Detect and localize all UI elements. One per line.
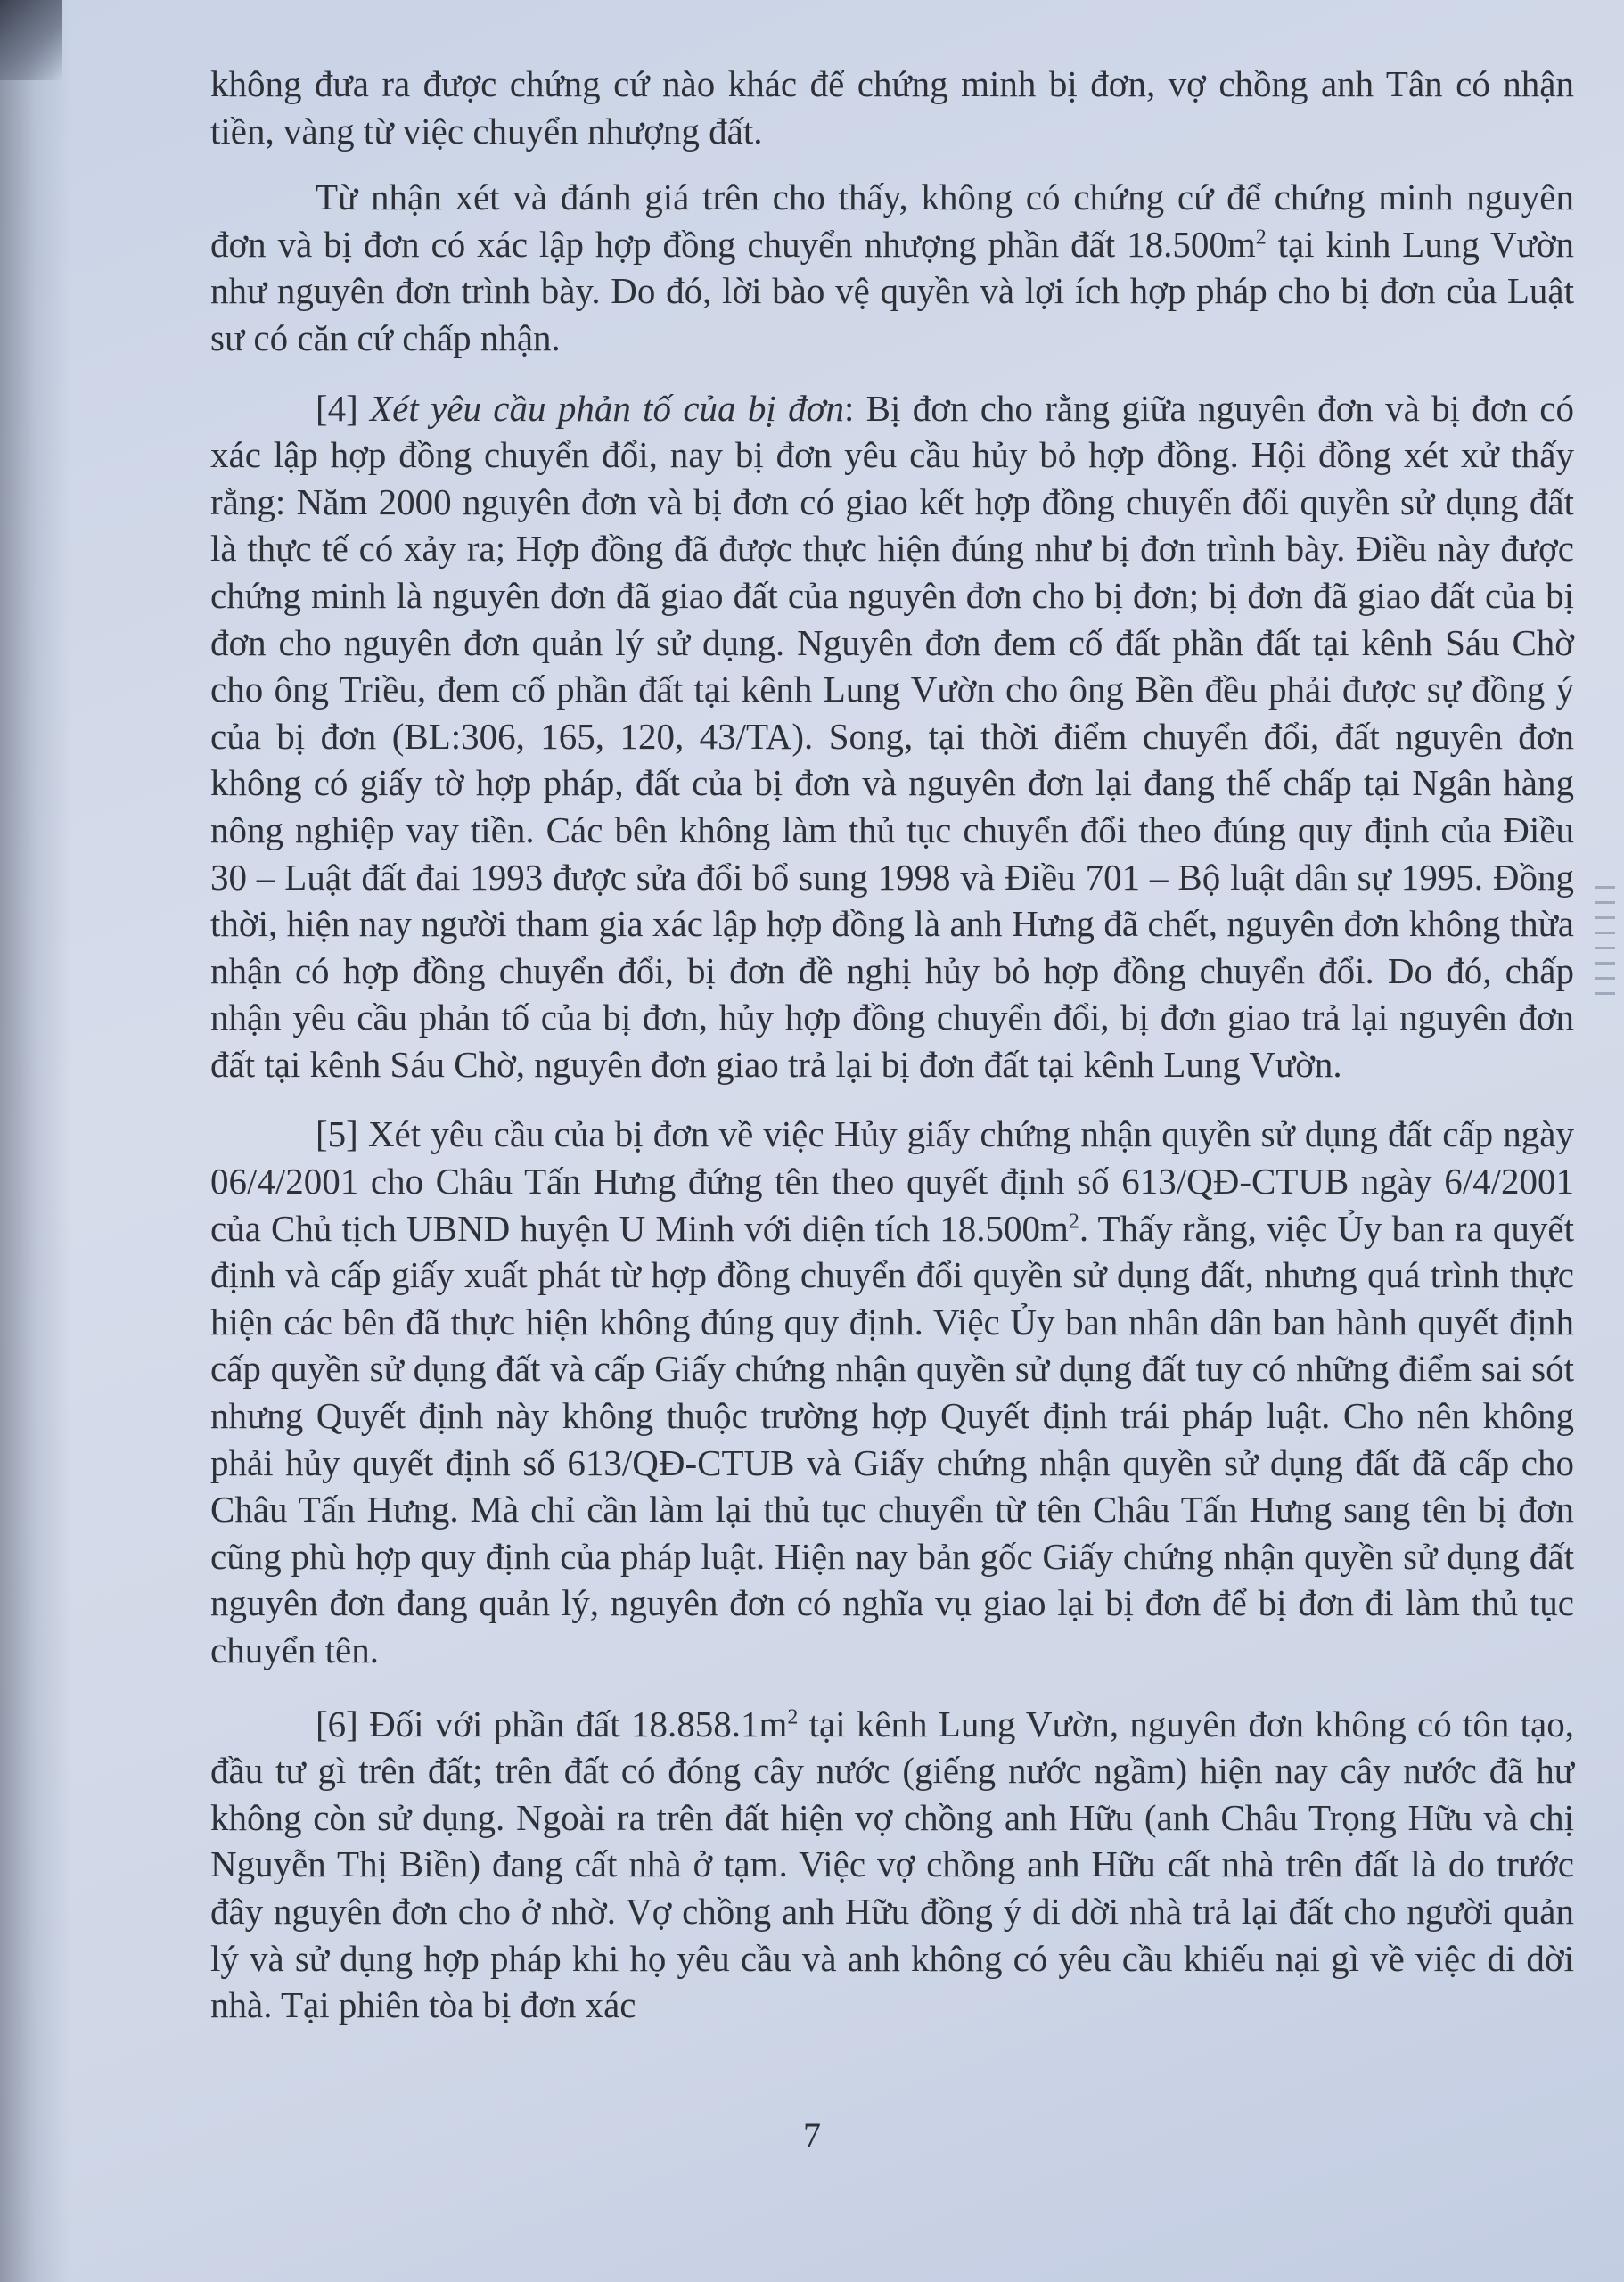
superscript: 2 <box>787 1704 799 1728</box>
margin-marks <box>1595 874 1622 1177</box>
text-segment: không đưa ra được chứng cứ nào khác để chứng minh bị đơn, vợ chồng anh Tân có nhận tiền, vàng từ việc chuyển nhượng đất. <box>210 63 1574 152</box>
text-segment: tại kênh Lung Vườn, nguyên đơn không có tôn tạo, đầu tư gì trên đất; trên đất có đóng cây nước (giếng nước ngầm) hiện nay cây nước đã hư không còn sử dụng. Ngoài ra trên đất hiện vợ chồng anh Hữu (anh Châu Trọng Hữu và chị Nguyễn Thị Biền) đang cất nhà ở tạm. Việc vợ chồng anh Hữu cất nhà trên đất là do trước đây nguyên đơn cho ở nhờ. Vợ chồng anh Hữu đồng ý di dời nhà trả lại đất cho người quản lý và sử dụng hợp pháp khi họ yêu cầu và anh không có yêu cầu khiếu nại gì về việc di dời nhà. Tại phiên tòa bị đơn xác <box>210 1703 1574 2026</box>
text-segment: : Bị đơn cho rằng giữa nguyên đơn và bị đơn có xác lập hợp đồng chuyển đổi, nay bị đơn yêu cầu hủy bỏ hợp đồng. Hội đồng xét xử thấy rằng: Năm 2000 nguyên đơn và bị đơn có giao kết hợp đồng chuyển đổi quyền sử dụng đất là thực tế có xảy ra; Hợp đồng đã được thực hiện đúng như bị đơn trình bày. Điều này được chứng minh là nguyên đơn đã giao đất của nguyên đơn cho bị đơn; bị đơn đã giao đất của bị đơn cho nguyên đơn quản lý sử dụng. Nguyên đơn đem cố đất phần đất tại kênh Sáu Chờ cho ông Triều, đem cố phần đất tại kênh Lung Vườn cho ông Bền đều phải được sự đồng ý của bị đơn (BL:306, 165, 120, 43/TA). Song, tại thời điểm chuyển đổi, đất nguyên đơn không có giấy tờ hợp pháp, đất của bị đơn và nguyên đơn lại đang thế chấp tại Ngân hàng nông nghiệp vay tiền. Các bên không làm thủ tục chuyển đổi theo đúng quy định của Điều 30 – Luật đất đai 1993 được sửa đổi bổ sung 1998 và Điều 701 – Bộ luật dân sự 1995. Đồng thời, hiện nay người tham gia xác lập hợp đồng là anh Hưng đã chết, nguyên đơn không thừa nhận có hợp đồng chuyển đổi, bị đơn đề nghị hủy bỏ hợp đồng chuyển đổi. Do đó, chấp nhận yêu cầu phản tố của bị đơn, hủy hợp đồng chuyển đổi, bị đơn giao trả lại nguyên đơn đất tại kênh Sáu Chờ, nguyên đơn giao trả lại bị đơn đất tại kênh Lung Vườn. <box>210 387 1574 1085</box>
text-segment: tại kinh Lung Vườn như nguyên đơn trình bày. Do đó, lời bào vệ quyền và lợi ích hợp pháp cho bị đơn của Luật sư có căn cứ chấp nhận. <box>210 223 1574 358</box>
page-fold-shadow <box>0 0 71 2282</box>
page-number: 7 <box>803 2115 821 2155</box>
text-segment: [4] <box>316 387 371 429</box>
paragraph-5 <box>210 1701 1574 2029</box>
paragraph-1 <box>210 61 1574 154</box>
text-segment: [6] Đối với phần đất 18.858.1m <box>316 1703 788 1744</box>
text-segment: [5] Xét yêu cầu của bị đơn về việc Hủy giấy chứng nhận quyền sử dụng đất cấp ngày 06/4/2001 cho Châu Tấn Hưng đứng tên theo quyết định số 613/QĐ-CTUB ngày 6/4/2001 của Chủ tịch UBND huyện U Minh với diện tích 18.500m <box>210 1113 1574 1249</box>
paragraph-2 <box>210 174 1574 361</box>
superscript: 2 <box>1255 226 1267 250</box>
page-corner-shadow <box>0 0 62 80</box>
document-body <box>210 61 1574 2048</box>
text-segment: . Thấy rằng, việc Ủy ban ra quyết định và cấp giấy xuất phát từ hợp đồng chuyển đổi quyền sử dụng đất, nhưng quá trình thực hiện các bên đã thực hiện không đúng quy định. Việc Ủy ban nhân dân ban hành quyết định cấp quyền sử dụng đất và cấp Giấy chứng nhận quyền sử dụng đất tuy có những điểm sai sót nhưng Quyết định này không thuộc trường hợp Quyết định trái pháp luật. Cho nên không phải hủy quyết định số 613/QĐ-CTUB và Giấy chứng nhận quyền sử dụng đất đã cấp cho Châu Tấn Hưng. Mà chỉ cần làm lại thủ tục chuyển từ tên Châu Tấn Hưng sang tên bị đơn cũng phù hợp quy định của pháp luật. Hiện nay bản gốc Giấy chứng nhận quyền sử dụng đất nguyên đơn đang quản lý, nguyên đơn có nghĩa vụ giao lại bị đơn để bị đơn đi làm thủ tục chuyển tên. <box>210 1207 1574 1670</box>
italic-heading: Xét yêu cầu phản tố của bị đơn <box>370 387 844 429</box>
text-segment: Từ nhận xét và đánh giá trên cho thấy, không có chứng cứ để chứng minh nguyên đơn và bị đơn có xác lập hợp đồng chuyển nhượng phần đất 18.500m <box>210 176 1574 265</box>
paragraph-4 <box>210 1111 1574 1673</box>
paragraph-3 <box>210 385 1574 1088</box>
superscript: 2 <box>1068 1210 1079 1233</box>
